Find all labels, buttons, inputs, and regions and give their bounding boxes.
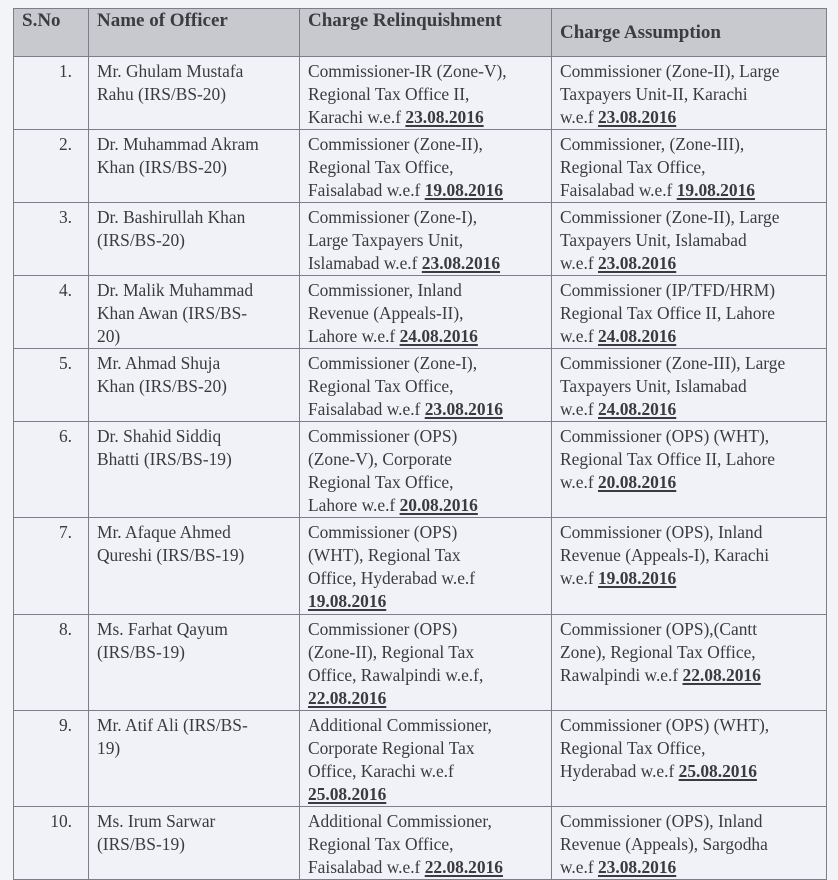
assumption-line: Commissioner (Zone-II), Large bbox=[560, 61, 780, 81]
relinquishment-line: Commissioner (OPS) bbox=[308, 426, 458, 446]
officer-name-line: Ms. Farhat Qayum bbox=[97, 619, 228, 639]
cell-sno: 10. bbox=[14, 807, 89, 880]
assumption-effective-date: 22.08.2016 bbox=[682, 665, 761, 685]
officer-name-line: Dr. Malik Muhammad bbox=[97, 280, 254, 300]
assumption-wef-text: Faisalabad w.e.f bbox=[560, 180, 677, 200]
cell-assumption bbox=[552, 57, 827, 130]
assumption-wef-text: Rawalpindi w.e.f bbox=[560, 665, 683, 685]
officer-name-line: Qureshi (IRS/BS-19) bbox=[97, 545, 245, 565]
table-row bbox=[14, 349, 827, 422]
relinquishment-line: Regional Tax Office II, bbox=[308, 84, 470, 104]
relinquishment-effective-date: 25.08.2016 bbox=[308, 784, 387, 804]
assumption-line: Regional Tax Office II, Lahore bbox=[560, 303, 775, 323]
officer-name-line: Khan (IRS/BS-20) bbox=[97, 376, 227, 396]
cell-sno: 3. bbox=[14, 203, 89, 276]
assumption-line: Commissioner (OPS),(Cantt bbox=[560, 619, 758, 639]
cell-officer-name bbox=[89, 711, 300, 807]
relinquishment-line: (Zone-II), Regional Tax bbox=[308, 642, 475, 662]
assumption-effective-date: 24.08.2016 bbox=[597, 399, 677, 419]
officer-name-line: Mr. Afaque Ahmed bbox=[97, 522, 231, 542]
relinquishment-wef-text: Faisalabad w.e.f bbox=[308, 180, 425, 200]
assumption-line: Regional Tax Office II, Lahore bbox=[560, 449, 775, 469]
relinquishment-effective-date: 24.08.2016 bbox=[399, 326, 478, 346]
relinquishment-wef-text: Lahore w.e.f bbox=[308, 495, 400, 515]
cell-relinquishment bbox=[300, 422, 552, 518]
cell-sno: 4. bbox=[14, 276, 89, 349]
relinquishment-date-line bbox=[308, 590, 545, 613]
relinquishment-line: Commissioner (Zone-I), bbox=[308, 207, 478, 227]
assumption-wef-text: Hyderabad w.e.f bbox=[560, 761, 679, 781]
relinquishment-line: Office, Karachi w.e.f bbox=[308, 761, 454, 781]
cell-officer-name bbox=[89, 349, 300, 422]
cell-assumption bbox=[552, 130, 827, 203]
assumption-line: Commissioner (Zone-III), Large bbox=[560, 353, 786, 373]
assumption-date-line bbox=[560, 856, 820, 879]
assumption-date-line bbox=[560, 664, 820, 687]
relinquishment-effective-date: 20.08.2016 bbox=[399, 495, 478, 515]
cell-officer-name bbox=[89, 203, 300, 276]
table-header bbox=[14, 9, 827, 57]
cell-officer-name bbox=[89, 518, 300, 615]
relinquishment-date-line bbox=[308, 398, 545, 421]
assumption-wef-text: w.e.f bbox=[560, 399, 598, 419]
officer-name-line: (IRS/BS-19) bbox=[97, 834, 185, 854]
assumption-wef-text: w.e.f bbox=[560, 472, 598, 492]
assumption-wef-text: w.e.f bbox=[560, 253, 598, 273]
assumption-wef-text: w.e.f bbox=[560, 107, 598, 127]
relinquishment-line: Office, Rawalpindi w.e.f, bbox=[308, 665, 484, 685]
cell-assumption bbox=[552, 203, 827, 276]
assumption-date-line bbox=[560, 567, 820, 590]
assumption-effective-date: 23.08.2016 bbox=[597, 107, 677, 127]
table-row bbox=[14, 518, 827, 615]
relinquishment-date-line bbox=[308, 252, 545, 275]
assumption-line: Revenue (Appeals), Sargodha bbox=[560, 834, 768, 854]
relinquishment-effective-date: 23.08.2016 bbox=[421, 253, 501, 273]
assumption-line: Regional Tax Office, bbox=[560, 157, 706, 177]
cell-assumption bbox=[552, 422, 827, 518]
relinquishment-line: Commissioner (Zone-II), bbox=[308, 134, 483, 154]
assumption-effective-date: 25.08.2016 bbox=[678, 761, 757, 781]
officer-name-line: Mr. Ghulam Mustafa bbox=[97, 61, 244, 81]
table-row bbox=[14, 203, 827, 276]
cell-relinquishment bbox=[300, 807, 552, 880]
cell-sno: 8. bbox=[14, 615, 89, 711]
assumption-line: Taxpayers Unit-II, Karachi bbox=[560, 84, 748, 104]
relinquishment-line: Office, Hyderabad w.e.f bbox=[308, 568, 476, 588]
relinquishment-line: Commissioner (Zone-I), bbox=[308, 353, 478, 373]
relinquishment-line: Commissioner (OPS) bbox=[308, 522, 458, 542]
cell-relinquishment bbox=[300, 203, 552, 276]
table-row bbox=[14, 276, 827, 349]
relinquishment-line: Regional Tax Office, bbox=[308, 472, 454, 492]
assumption-effective-date: 23.08.2016 bbox=[597, 253, 677, 273]
assumption-line: Taxpayers Unit, Islamabad bbox=[560, 230, 747, 250]
relinquishment-wef-text: Lahore w.e.f bbox=[308, 326, 400, 346]
relinquishment-effective-date: 22.08.2016 bbox=[424, 857, 503, 877]
assumption-date-line bbox=[560, 179, 820, 202]
relinquishment-date-line bbox=[308, 856, 545, 879]
officer-name-line: Mr. Atif Ali (IRS/BS- bbox=[97, 715, 248, 735]
assumption-line: Regional Tax Office, bbox=[560, 738, 706, 758]
header-name: Name of Officer bbox=[89, 9, 300, 57]
officer-name-line: Mr. Ahmad Shuja bbox=[97, 353, 221, 373]
cell-relinquishment bbox=[300, 130, 552, 203]
cell-assumption bbox=[552, 711, 827, 807]
cell-assumption bbox=[552, 349, 827, 422]
relinquishment-effective-date: 22.08.2016 bbox=[308, 688, 387, 708]
cell-assumption bbox=[552, 276, 827, 349]
relinquishment-effective-date: 23.08.2016 bbox=[405, 107, 484, 127]
relinquishment-date-line bbox=[308, 687, 545, 710]
assumption-wef-text: w.e.f bbox=[560, 568, 598, 588]
cell-relinquishment bbox=[300, 518, 552, 615]
assumption-effective-date: 19.08.2016 bbox=[597, 568, 677, 588]
cell-sno: 6. bbox=[14, 422, 89, 518]
relinquishment-wef-text: Karachi w.e.f bbox=[308, 107, 406, 127]
assumption-date-line bbox=[560, 760, 820, 783]
relinquishment-line: Corporate Regional Tax bbox=[308, 738, 475, 758]
assumption-date-line bbox=[560, 252, 820, 275]
assumption-line: Commissioner (OPS), Inland bbox=[560, 522, 763, 542]
officer-name-line: Khan Awan (IRS/BS- bbox=[97, 303, 248, 323]
relinquishment-date-line bbox=[308, 494, 545, 517]
assumption-line: Commissioner (OPS), Inland bbox=[560, 811, 763, 831]
relinquishment-line: Regional Tax Office, bbox=[308, 834, 454, 854]
officer-name-line: (IRS/BS-19) bbox=[97, 642, 185, 662]
relinquishment-line: Commissioner, Inland bbox=[308, 280, 462, 300]
header-assumption: Charge Assumption bbox=[552, 9, 827, 57]
relinquishment-effective-date: 23.08.2016 bbox=[424, 399, 503, 419]
assumption-date-line bbox=[560, 398, 820, 421]
table-body bbox=[14, 57, 827, 880]
cell-assumption bbox=[552, 518, 827, 615]
relinquishment-date-line bbox=[308, 106, 545, 129]
officer-name-line: Rahu (IRS/BS-20) bbox=[97, 84, 226, 104]
cell-relinquishment bbox=[300, 615, 552, 711]
assumption-line: Commissioner (Zone-II), Large bbox=[560, 207, 780, 227]
relinquishment-effective-date: 19.08.2016 bbox=[424, 180, 503, 200]
table-row bbox=[14, 711, 827, 807]
cell-officer-name bbox=[89, 807, 300, 880]
officer-transfers-table bbox=[13, 8, 827, 880]
officer-name-line: 20) bbox=[97, 326, 121, 346]
officer-name-line: Dr. Shahid Siddiq bbox=[97, 426, 222, 446]
cell-sno: 5. bbox=[14, 349, 89, 422]
cell-sno: 2. bbox=[14, 130, 89, 203]
header-sno: S.No bbox=[14, 9, 89, 57]
cell-assumption bbox=[552, 615, 827, 711]
relinquishment-line: Commissioner (OPS) bbox=[308, 619, 458, 639]
cell-sno: 1. bbox=[14, 57, 89, 130]
cell-relinquishment bbox=[300, 349, 552, 422]
relinquishment-line: Commissioner-IR (Zone-V), bbox=[308, 61, 507, 81]
table-row bbox=[14, 57, 827, 130]
cell-relinquishment bbox=[300, 57, 552, 130]
assumption-line: Commissioner (OPS) (WHT), bbox=[560, 426, 770, 446]
assumption-effective-date: 23.08.2016 bbox=[597, 857, 677, 877]
assumption-wef-text: w.e.f bbox=[560, 326, 598, 346]
table-row bbox=[14, 615, 827, 711]
table-row bbox=[14, 422, 827, 518]
header-row bbox=[14, 9, 827, 57]
assumption-effective-date: 20.08.2016 bbox=[597, 472, 677, 492]
cell-officer-name bbox=[89, 422, 300, 518]
relinquishment-wef-text: Faisalabad w.e.f bbox=[308, 857, 425, 877]
relinquishment-line: Revenue (Appeals-II), bbox=[308, 303, 464, 323]
relinquishment-line: Additional Commissioner, bbox=[308, 811, 492, 831]
officer-name-line: 19) bbox=[97, 738, 121, 758]
cell-officer-name bbox=[89, 130, 300, 203]
table-row bbox=[14, 807, 827, 880]
assumption-effective-date: 24.08.2016 bbox=[597, 326, 677, 346]
cell-relinquishment bbox=[300, 711, 552, 807]
officer-name-line: Khan (IRS/BS-20) bbox=[97, 157, 227, 177]
officer-name-line: Ms. Irum Sarwar bbox=[97, 811, 216, 831]
assumption-date-line bbox=[560, 106, 820, 129]
relinquishment-line: Regional Tax Office, bbox=[308, 157, 454, 177]
header-relinquishment: Charge Relinquishment bbox=[300, 9, 552, 57]
officer-name-line: (IRS/BS-20) bbox=[97, 230, 185, 250]
assumption-line: Zone), Regional Tax Office, bbox=[560, 642, 756, 662]
relinquishment-wef-text: Faisalabad w.e.f bbox=[308, 399, 425, 419]
relinquishment-date-line bbox=[308, 179, 545, 202]
assumption-line: Commissioner (OPS) (WHT), bbox=[560, 715, 770, 735]
cell-sno: 7. bbox=[14, 518, 89, 615]
assumption-date-line bbox=[560, 471, 820, 494]
cell-assumption bbox=[552, 807, 827, 880]
relinquishment-date-line bbox=[308, 783, 545, 806]
relinquishment-line: (WHT), Regional Tax bbox=[308, 545, 461, 565]
relinquishment-line: (Zone-V), Corporate bbox=[308, 449, 452, 469]
relinquishment-wef-text: Islamabad w.e.f bbox=[308, 253, 422, 273]
cell-officer-name bbox=[89, 57, 300, 130]
table-row bbox=[14, 130, 827, 203]
officer-name-line: Dr. Muhammad Akram bbox=[97, 134, 259, 154]
cell-officer-name bbox=[89, 276, 300, 349]
assumption-line: Commissioner (IP/TFD/HRM) bbox=[560, 280, 775, 300]
relinquishment-effective-date: 19.08.2016 bbox=[308, 591, 387, 611]
relinquishment-date-line bbox=[308, 325, 545, 348]
relinquishment-line: Large Taxpayers Unit, bbox=[308, 230, 464, 250]
assumption-effective-date: 19.08.2016 bbox=[676, 180, 755, 200]
assumption-line: Commissioner, (Zone-III), bbox=[560, 134, 745, 154]
cell-relinquishment bbox=[300, 276, 552, 349]
assumption-line: Taxpayers Unit, Islamabad bbox=[560, 376, 747, 396]
officer-name-line: Bhatti (IRS/BS-19) bbox=[97, 449, 232, 469]
cell-sno: 9. bbox=[14, 711, 89, 807]
officer-name-line: Dr. Bashirullah Khan bbox=[97, 207, 246, 227]
assumption-line: Revenue (Appeals-I), Karachi bbox=[560, 545, 770, 565]
relinquishment-line: Regional Tax Office, bbox=[308, 376, 454, 396]
cell-officer-name bbox=[89, 615, 300, 711]
relinquishment-line: Additional Commissioner, bbox=[308, 715, 492, 735]
assumption-wef-text: w.e.f bbox=[560, 857, 598, 877]
assumption-date-line bbox=[560, 325, 820, 348]
